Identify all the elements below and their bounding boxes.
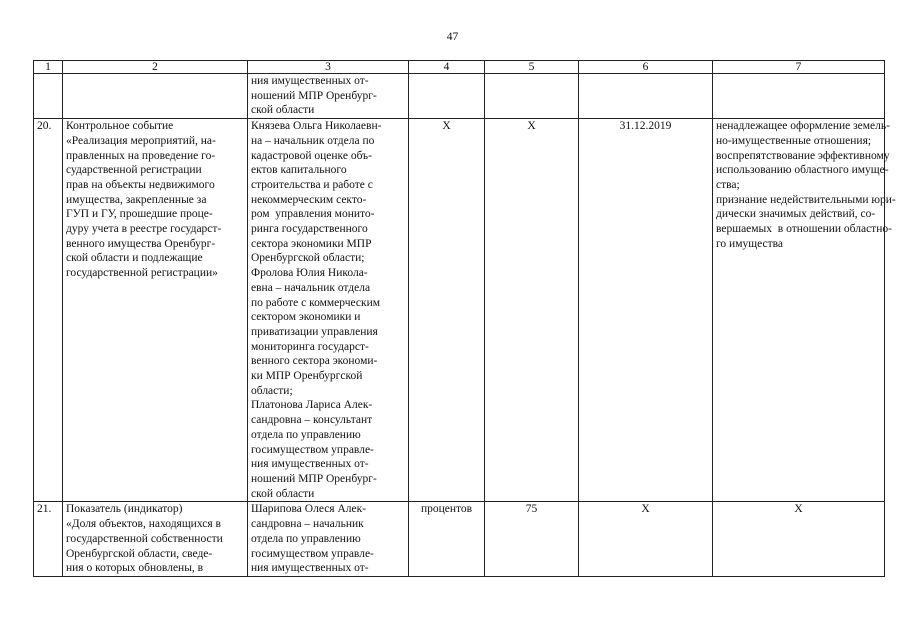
cell-unit: Х (409, 119, 485, 502)
cell-unit: процентов (409, 502, 485, 577)
cell-num: 21. (34, 502, 63, 577)
column-header-3: 3 (248, 61, 409, 74)
cell-value: 75 (485, 502, 579, 577)
cell-risks (713, 74, 885, 119)
responsible-text: Князева Ольга Николаевн- на – начальник отдела по кадастровой оценке объ- ектов капитального строительства и работе с некоммерческим секто- ром управления монито- ринга государственного сектора экономики МПР Оренбургской области; Фролова Юлия Никола- евна – начальник отдела по работе с коммерческим сектором экономики и приватизации управления мониторинга государст- венного сектора экономи- ки МПР Оренбургской области; Платонова Лариса Алек- сандровна – консультант отдела по управлению госимуществом управле- ния имущественных от- ношений МПР Оренбург- ской области (251, 120, 382, 500)
column-header-2: 2 (63, 61, 248, 74)
cell-date: Х (579, 502, 713, 577)
cell-num (34, 74, 63, 119)
cell-responsible (248, 119, 409, 502)
responsible-text: Шарипова Олеся Алек- сандровна – начальник отдела по управлению госимуществом управле- ния имущественных от- (251, 503, 374, 575)
description-text: Контрольное событие «Реализация мероприятий, на- правленных на проведение го- сударственной регистрации прав на объекты недвижимого имущества, закрепленные за ГУП и ГУ, прошедшие проце- дуру учета в реестре государст- венного имущества Оренбург- ской области и подлежащие государственной регистрации» (66, 120, 222, 280)
description-text: Показатель (индикатор) «Доля объектов, находящихся в государственной собственности Оренбургской области, сведе- ния о которых обновлены, в (66, 503, 223, 575)
cell-description (63, 119, 248, 502)
responsible-text: ния имущественных от- ношений МПР Оренбург- ской области (251, 75, 377, 117)
cell-responsible (248, 74, 409, 119)
table-row-continued (34, 74, 885, 119)
table-row-21 (34, 502, 885, 577)
column-header-1: 1 (34, 61, 63, 74)
column-header-5: 5 (485, 61, 579, 74)
column-header-7: 7 (713, 61, 885, 74)
risks-text: ненадлежащее оформление земель- но-имущественные отношения; воспрепятствование эффективному использованию областного имуще- ства; признание недействительными юри- дически значимых действий, со- вершаемых в отношении областно- го имущества (716, 120, 896, 250)
cell-description (63, 74, 248, 119)
cell-value (485, 74, 579, 119)
cell-risks: Х (713, 502, 885, 577)
column-header-4: 4 (409, 61, 485, 74)
column-header-6: 6 (579, 61, 713, 74)
cell-date (579, 74, 713, 119)
cell-responsible (248, 502, 409, 577)
cell-date: 31.12.2019 (579, 119, 713, 502)
cell-unit (409, 74, 485, 119)
column-number-row (34, 61, 885, 74)
cell-num: 20. (34, 119, 63, 502)
page-number: 47 (446, 31, 459, 43)
cell-value: Х (485, 119, 579, 502)
cell-description (63, 502, 248, 577)
plan-table (33, 60, 896, 577)
cell-risks (713, 119, 896, 502)
table-row-20 (34, 119, 885, 502)
